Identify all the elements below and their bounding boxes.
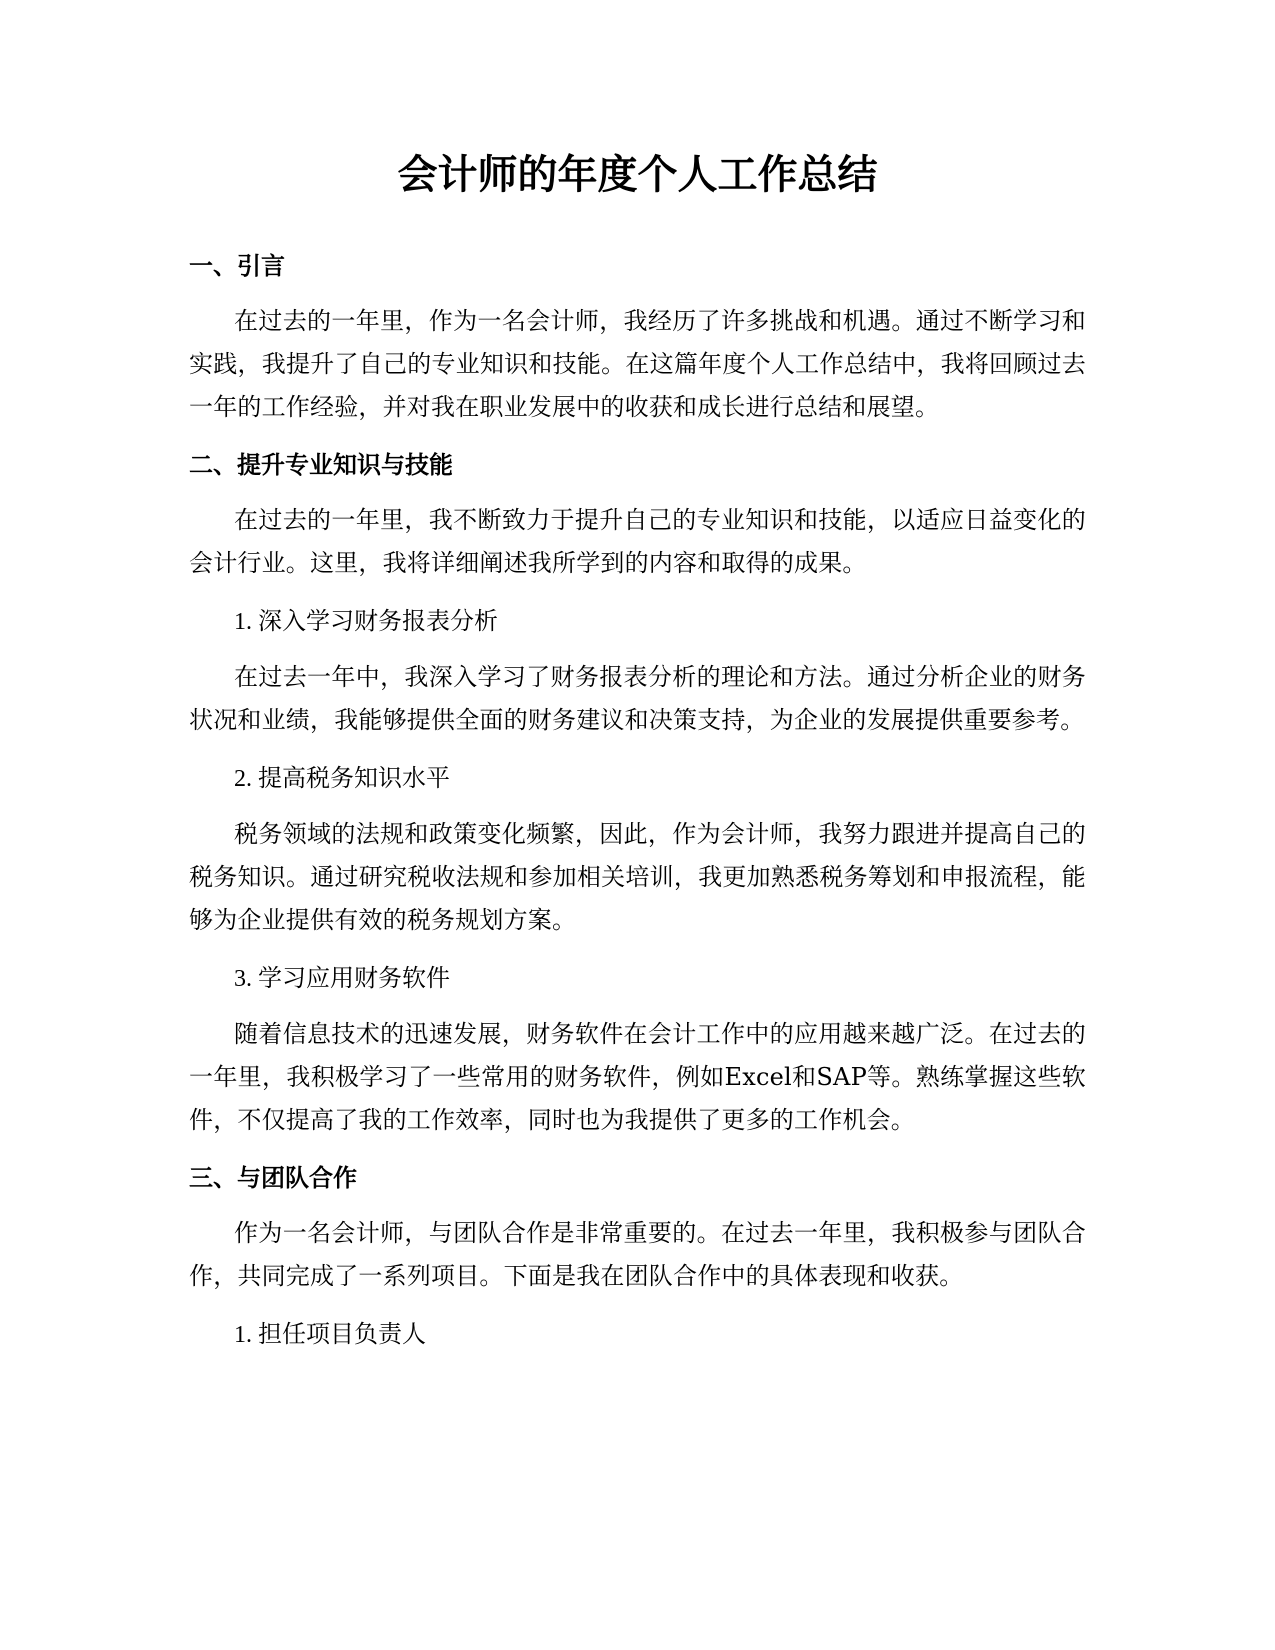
tax-knowledge-paragraph: 税务领域的法规和政策变化频繁，因此，作为会计师，我努力跟进并提高自己的税务知识。通过研究税收法规和参加相关培训，我更加熟悉税务筹划和申报流程，能够为企业提供有效的税务规划方案。	[189, 820, 1086, 934]
list-item-title: 提高税务知识水平	[258, 764, 450, 792]
list-item-financial-software	[189, 962, 1086, 995]
skills-intro-paragraph: 在过去的一年里，我不断致力于提升自己的专业知识和技能，以适应日益变化的会计行业。这里，我将详细阐述我所学到的内容和取得的成果。	[189, 506, 1086, 577]
teamwork-intro-paragraph: 作为一名会计师，与团队合作是非常重要的。在过去一年里，我积极参与团队合作，共同完成了一系列项目。下面是我在团队合作中的具体表现和收获。	[189, 1219, 1086, 1290]
document-title: 会计师的年度个人工作总结	[397, 152, 878, 198]
introduction-paragraph: 在过去的一年里，作为一名会计师，我经历了许多挑战和机遇。通过不断学习和实践，我提升了自己的专业知识和技能。在这篇年度个人工作总结中，我将回顾过去一年的工作经验，并对我在职业发展中的收获和成长进行总结和展望。	[189, 307, 1086, 421]
list-item-financial-analysis	[189, 605, 1086, 638]
financial-analysis-paragraph: 在过去一年中，我深入学习了财务报表分析的理论和方法。通过分析企业的财务状况和业绩，我能够提供全面的财务建议和决策支持，为企业的发展提供重要参考。	[189, 663, 1086, 734]
list-number: 3.	[234, 966, 252, 992]
list-number: 1.	[234, 1322, 252, 1348]
list-number: 2.	[234, 766, 252, 792]
list-item-title: 学习应用财务软件	[258, 964, 450, 992]
list-item-title: 深入学习财务报表分析	[258, 607, 498, 635]
list-number: 1.	[234, 609, 252, 635]
section-heading-skills: 二、提升专业知识与技能	[189, 451, 453, 479]
document-content	[189, 150, 1086, 1351]
section-heading-introduction: 一、引言	[189, 252, 285, 280]
financial-software-paragraph: 随着信息技术的迅速发展，财务软件在会计工作中的应用越来越广泛。在过去的一年里，我积极学习了一些常用的财务软件，例如Excel和SAP等。熟练掌握这些软件，不仅提高了我的工作效率，同时也为我提供了更多的工作机会。	[189, 1020, 1086, 1134]
list-item-project-lead	[189, 1318, 1086, 1351]
section-heading-teamwork: 三、与团队合作	[189, 1164, 357, 1192]
list-item-tax-knowledge	[189, 762, 1086, 795]
list-item-title: 担任项目负责人	[258, 1320, 426, 1348]
